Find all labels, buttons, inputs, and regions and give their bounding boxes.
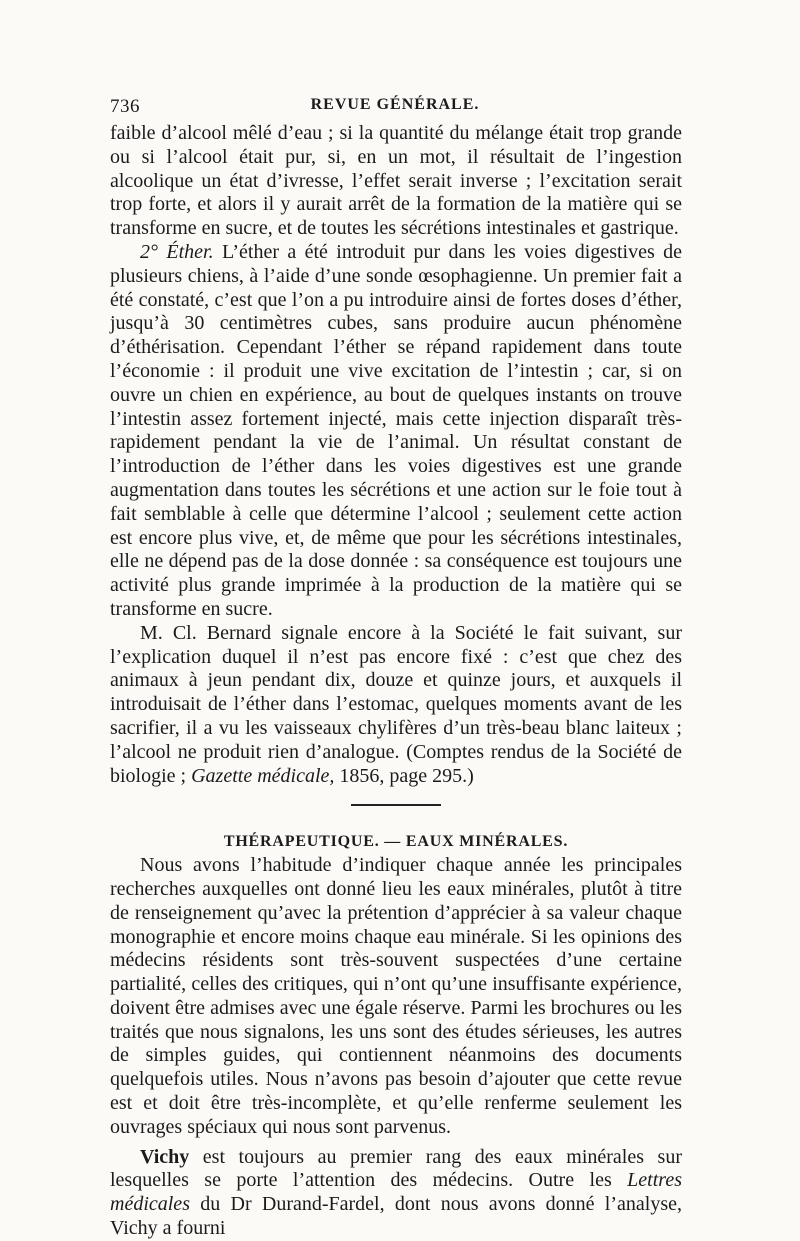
- paragraph-ether: [110, 241, 682, 622]
- paragraph-mineral-waters: Nous avons l’habitude d’indiquer chaque année les principales recherches auxquelles ont donné lieu les eaux minérales, plutôt à titre de renseignement qu’avec la prétention d’apprécier à sa valeur chaque monographie et encore moins chaque eau minérale. Si les opinions des médecins résidents sont très-souvent suspectées d’une certaine partialité, celles des critiques, qui n’ont qu’une insuffisante expérience, doivent être admises avec une égale réserve. Parmi les brochures ou les traités que nous signalons, les uns sont des études sérieuses, les autres de simples guides, qui contiennent néanmoins des documents quelquefois utiles. Nous n’avons pas besoin d’ajouter que cette revue est et doit être très-incomplète, et qu’elle renferme seulement les ouvrages spéciaux qui nous sont parvenus.: [110, 854, 682, 1138]
- bernard-text: M. Cl. Bernard signale encore à la Société le fait suivant, sur l’explication duquel il n’est pas encore fixé : c’est que chez des animaux à jeun pendant dix, douze et quinze jours, et auxquels il introduisait de l’éther dans l’estomac, quelques moments avant de les sacrifier, il a vu les vaisseaux chylifères d’un très-beau blanc laiteux ; l’alcool ne produit rien d’analogue. (Comptes rendus de la Société de biologie ;: [110, 621, 682, 787]
- text-column: [110, 122, 682, 1241]
- section-divider: [351, 804, 441, 806]
- page-number: 736: [110, 96, 140, 117]
- paragraph-alcohol-continued: faible d’alcool mêlé d’eau ; si la quantité du mélange était trop grande ou si l’alcool était pur, si, en un mot, il résultait de l’ingestion alcoolique un état d’ivresse, l’effet serait inverse ; l’excitation serait trop forte, et alors il y aurait arrêt de la formation de la matière qui se transforme en sucre, et de toutes les sécrétions intestinales et gastrique.: [110, 122, 682, 240]
- paragraph-vichy: [110, 1146, 682, 1241]
- ether-heading: 2° Éther.: [140, 240, 214, 263]
- lettres-medicales-title: Lettres médicales: [110, 1169, 682, 1216]
- section-title: THÉRAPEUTIQUE. — EAUX MINÉRALES.: [223, 833, 569, 851]
- running-title: REVUE GÉNÉRALE.: [310, 96, 480, 113]
- vichy-text-end: du Dr Durand-Fardel, dont nous avons donné l’analyse, Vichy a fourni: [110, 1193, 682, 1240]
- vichy-text: est toujours au premier rang des eaux minérales sur lesquelles se porte l’attention des médecins. Outre les: [110, 1145, 682, 1192]
- vichy-lead: Vichy: [140, 1145, 190, 1168]
- ether-text: L’éther a été introduit pur dans les voies digestives de plusieurs chiens, à l’aide d’une sonde œsophagienne. Un premier fait a été constaté, c’est que l’on a pu introduire ainsi de fortes doses d’éther, jusqu’à 30 centimètres cubes, sans produire aucun phénomène d’éthérisation. Cependant l’éther se répand rapidement dans toute l’économie : il produit une vive excitation de l’intestin ; car, si on ouvre un chien en expérience, au bout de quelques instants on trouve l’intestin assez fortement injecté, mais cette injection disparaît très-rapidement pendant la vie de l’animal. Un résultat constant de l’introduction de l’éther dans les voies digestives est une grande augmentation dans toutes les sécrétions et une action sur le foie tout à fait semblable à celle que détermine l’alcool ; seulement cette action est encore plus vive, et, de même que pour les sécrétions intestinales, elle ne dépend pas de la dose donnée : sa conséquence est toujours une activité plus grande imprimée à la production de la matière qui se transforme en sucre.: [110, 240, 682, 620]
- running-head: [110, 96, 680, 122]
- citation-year-page: 1856, page 295.): [334, 764, 474, 787]
- gazette-citation: Gazette médicale,: [191, 764, 335, 787]
- paragraph-bernard: [110, 622, 682, 789]
